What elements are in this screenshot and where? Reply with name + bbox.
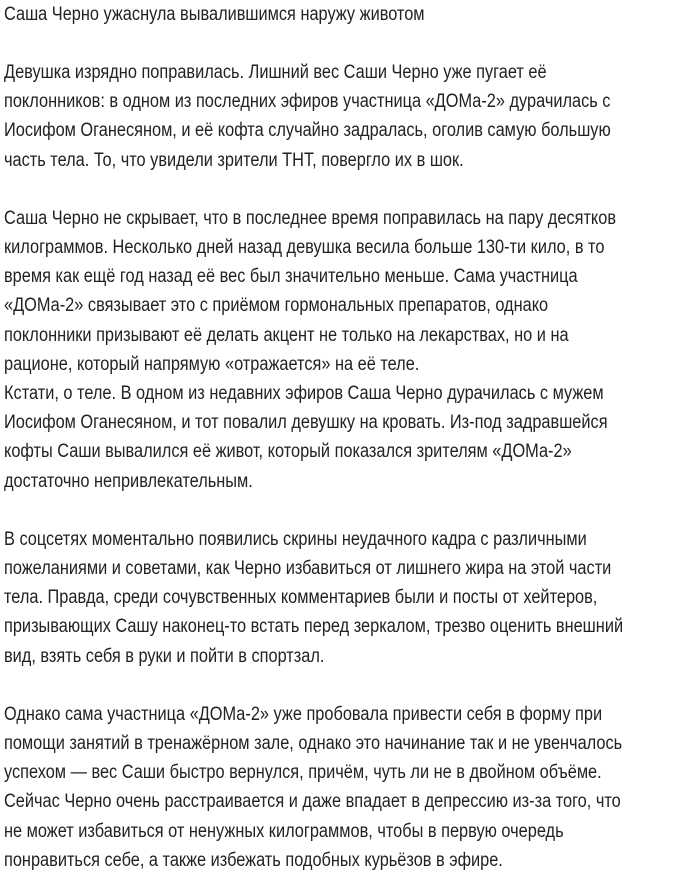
text-line: кофты Саши вывалился её живот, который показался зрителям «ДОМа-2» [4, 441, 572, 463]
text-line: вид, взять себя в руки и пойти в спортзал. [4, 645, 325, 667]
text-line: поклонники призывают её делать акцент не только на лекарствах, но и на [4, 324, 569, 346]
text-line: Девушка изрядно поправилась. Лишний вес Саши Черно уже пугает её [4, 62, 547, 83]
text-line: успехом — вес Саши быстро вернулся, причём, чуть ли не в двойном объёме. [4, 762, 602, 784]
text-line: рационе, который напрямую «отражается» на её теле. [4, 353, 420, 375]
paragraph-4 [4, 700, 675, 875]
paragraph-3 [4, 525, 675, 671]
article [4, 0, 675, 875]
text-line: пожеланиями и советами, как Черно избавиться от лишнего жира на этой части [4, 558, 612, 580]
spacer [4, 671, 675, 700]
paragraph-2 [4, 204, 675, 496]
text-line: время как ещё год назад её вес был значительно меньше. Сама участница [4, 266, 578, 288]
article-title: Саша Черно ужаснула вывалившимся наружу животом [4, 4, 425, 25]
text-line: призывающих Сашу наконец-то встать перед зеркалом, трезво оценить внешний [4, 616, 624, 638]
text-line: понравиться себе, а также избежать подобных курьёзов в эфире. [4, 849, 503, 871]
text-line: помощи занятий в тренажёрном зале, однако это начинание так и не увенчалось [4, 733, 623, 755]
spacer [4, 29, 675, 58]
text-line: Саша Черно не скрывает, что в последнее время поправилась на пару десятков [4, 207, 617, 229]
paragraph-1 [4, 58, 675, 175]
text-line: Однако сама участница «ДОМа-2» уже пробовала привести себя в форму при [4, 703, 603, 725]
spacer [4, 175, 675, 204]
text-line: достаточно непривлекательным. [4, 470, 253, 492]
spacer [4, 496, 675, 525]
text-line: Иосифом Оганесяном, и её кофта случайно задралась, оголив самую большую [4, 120, 611, 142]
text-line: «ДОМа-2» связывает это с приёмом гормональных препаратов, однако [4, 295, 549, 317]
text-line: не может избавиться от ненужных килограммов, чтобы в первую очередь [4, 820, 564, 842]
text-line: Иосифом Оганесяном, и тот повалил девушку на кровать. Из-под задравшейся [4, 412, 608, 434]
text-line: Сейчас Черно очень расстраивается и даже впадает в депрессию из-за того, что [4, 791, 621, 813]
text-line: В соцсетях моментально появились скрины неудачного кадра с различными [4, 528, 587, 550]
text-line: Кстати, о теле. В одном из недавних эфиров Саша Черно дурачилась с мужем [4, 383, 604, 405]
text-line: килограммов. Несколько дней назад девушка весила больше 130-ти кило, в то [4, 237, 605, 259]
text-line: поклонников: в одном из последних эфиров участница «ДОМа-2» дурачилась с [4, 91, 611, 113]
text-line: тела. Правда, среди сочувственных комментариев были и посты от хейтеров, [4, 587, 598, 609]
text-line: часть тела. То, что увидели зрители ТНТ, повергло их в шок. [4, 149, 464, 171]
